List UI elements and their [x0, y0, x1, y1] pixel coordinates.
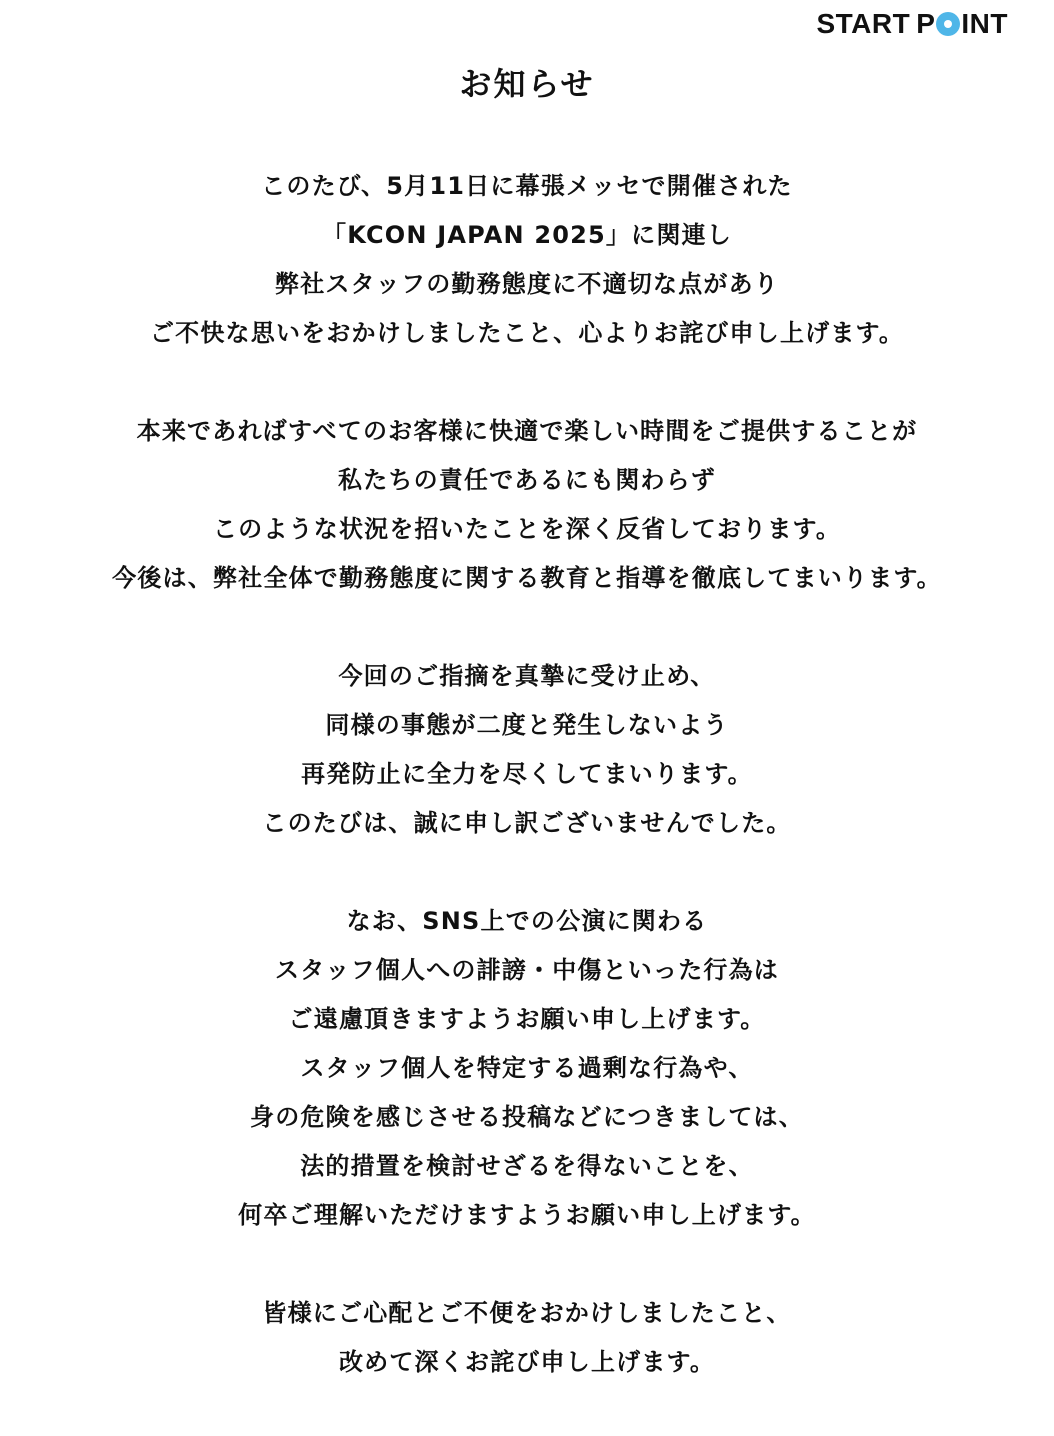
paragraph-apology — [0, 162, 1054, 358]
logo-letter-p: P — [916, 8, 936, 39]
text-line: スタッフ個人への誹謗・中傷といった行為は — [275, 956, 779, 984]
text-line: 改めて深くお詫び申し上げます。 — [338, 1348, 716, 1376]
logo-word-start: START — [816, 8, 911, 39]
text-line: 本来であればすべてのお客様に快適で楽しい時間をご提供することが — [136, 417, 918, 445]
text-line: 皆様にご心配とご不便をおかけしましたこと、 — [262, 1299, 792, 1327]
text-line: 弊社スタッフの勤務態度に不適切な点があり — [275, 270, 779, 298]
text-line: 今後は、弊社全体で勤務態度に関する教育と指導を徹底してまいります。 — [112, 564, 942, 592]
text-line: 再発防止に全力を尽くしてまいります。 — [301, 760, 753, 788]
text-line: スタッフ個人を特定する過剰な行為や、 — [300, 1054, 754, 1082]
text-line: このたびは、誠に申し訳ございませんでした。 — [262, 809, 792, 837]
text-line: 何卒ご理解いただけますようお願い申し上げます。 — [238, 1201, 816, 1229]
text-line: 今回のご指摘を真摯に受け止め、 — [338, 662, 716, 690]
text-line: このたび、5月11日に幕張メッセで開催された — [261, 172, 793, 200]
paragraph-sns-request — [0, 897, 1054, 1240]
text-line: 法的措置を検討せざるを得ないことを、 — [300, 1152, 754, 1180]
paragraph-prevention — [0, 652, 1054, 848]
logo-word-int: INT — [961, 8, 1008, 39]
paragraph-closing — [0, 1289, 1054, 1387]
notice-body — [0, 162, 1054, 1436]
text-line: 身の危険を感じさせる投稿などにつきましては、 — [250, 1103, 804, 1131]
text-line: 私たちの責任であるにも関わらず — [338, 466, 716, 494]
start-point-logo — [816, 10, 1008, 38]
paragraph-responsibility — [0, 407, 1054, 603]
text-line: ご遠慮頂きますようお願い申し上げます。 — [288, 1005, 766, 1033]
text-line: ご不快な思いをおかけしましたこと、心よりお詫び申し上げます。 — [149, 319, 905, 347]
text-line: このような状況を招いたことを深く反省しております。 — [212, 515, 842, 543]
page-title: お知らせ — [459, 65, 595, 103]
logo-o-circle-icon — [936, 12, 960, 36]
text-line: 同様の事態が二度と発生しないよう — [325, 711, 729, 739]
text-line: なお、SNS上での公演に関わる — [346, 907, 708, 935]
text-line: 「KCON JAPAN 2025」に関連し — [322, 221, 732, 249]
